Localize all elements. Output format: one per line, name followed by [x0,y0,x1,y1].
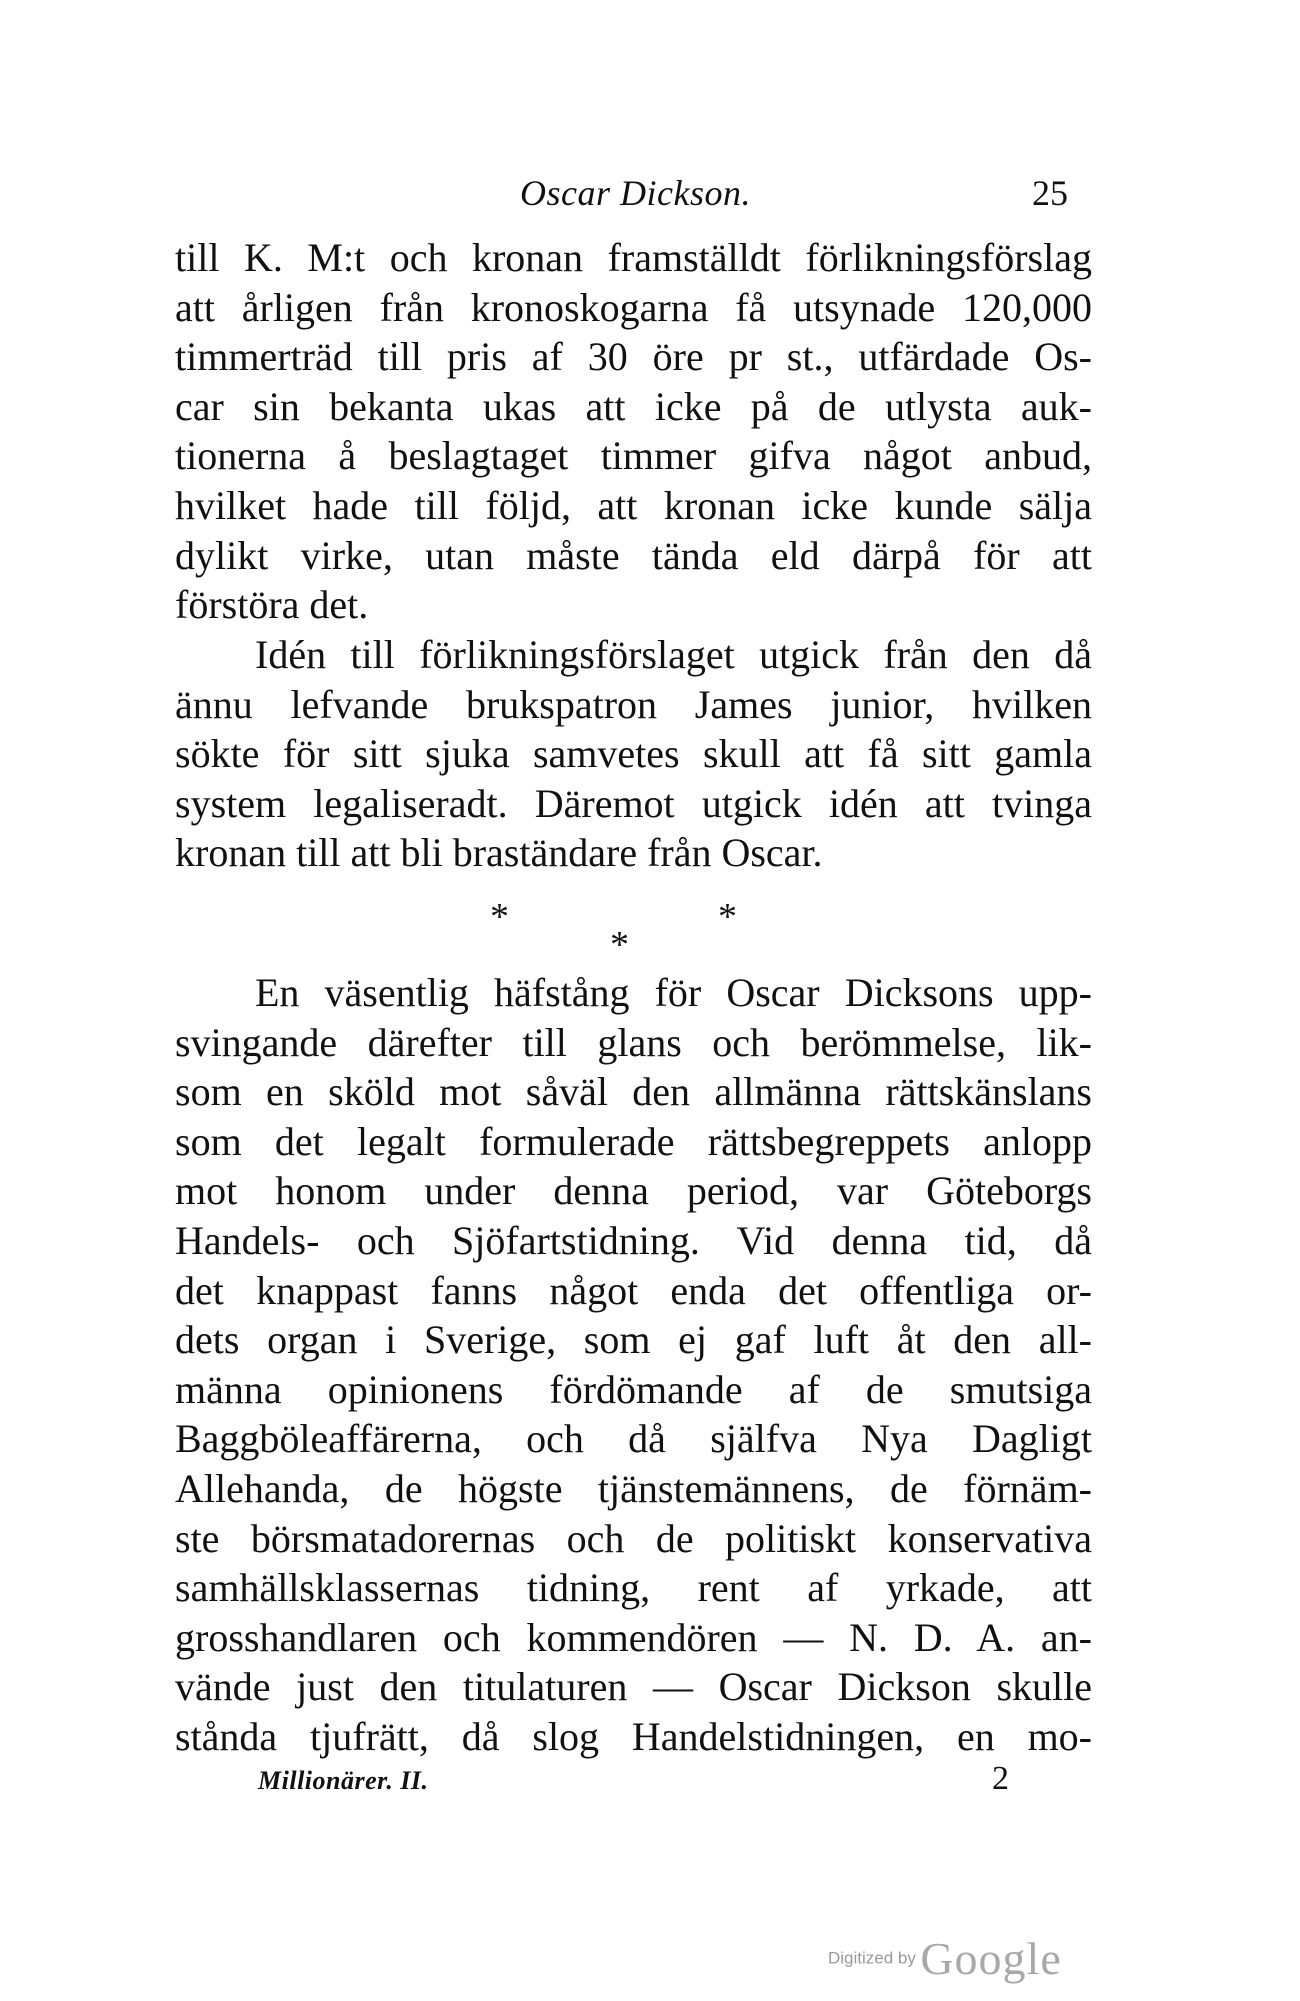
text-line: Baggböleaffärerna, och då själfva Nya Dagligt [175,1416,1092,1462]
text-line: system legaliseradt. Däremot utgick idén att tvinga [175,780,1092,826]
text-line: kronan till att bli braständare från Oscar. [175,830,823,876]
asterisk: * [490,896,509,938]
text-line: grosshandlaren och kommendören — N. D. A. an- [175,1614,1092,1660]
text-line: att årligen från kronoskogarna få utsynade 120,000 [175,284,1092,330]
text-line: mot honom under denna period, var Göteborgs [175,1168,1092,1214]
text-line: samhällsklassernas tidning, rent af yrkade, att [175,1565,1092,1611]
asterisk: * [610,924,629,966]
google-logo: Google [920,1933,1062,1984]
digitized-watermark [828,1932,1062,1985]
text-line: dets organ i Sverige, som ej gaf luft åt den all- [175,1317,1092,1363]
text-line: hvilket hade till följd, att kronan icke kunde sälja [175,482,1092,528]
text-line: förstöra det. [175,582,369,628]
paragraph-2 [175,630,1092,878]
text-line: männa opinionens fördömande af de smutsiga [175,1366,1092,1412]
text-line: En väsentlig häfstång för Oscar Dicksons upp- [255,970,1092,1015]
text-line: som det legalt formulerade rättsbegreppets anlopp [175,1118,1092,1164]
text-line: car sin bekanta ukas att icke på de utlysta auk- [175,383,1092,429]
running-title: Oscar Dickson. [520,173,751,213]
text-line: tionerna å beslagtaget timmer gifva något anbud, [175,433,1092,479]
text-line: dylikt virke, utan måste tända eld därpå för att [175,532,1092,578]
sheet-number: 2 [992,1760,1009,1797]
page-number: 25 [1032,173,1068,213]
signature-mark: Millionärer. II. [258,1766,429,1795]
text-line: vände just den titulaturen — Oscar Dickson skulle [175,1664,1092,1710]
text-line: ännu lefvande brukspatron James junior, hvilken [175,681,1092,727]
section-separator [480,895,760,965]
text-line: Handels- och Sjöfartstidning. Vid denna tid, då [175,1217,1092,1263]
digitized-label: Digitized by [828,1948,916,1968]
text-line: som en sköld mot såväl den allmänna rättskänslans [175,1069,1092,1115]
paragraph-1 [175,233,1092,630]
text-line: Idén till förlikningsförslaget utgick från den då [255,632,1092,677]
text-line: ste börsmatadorernas och de politiskt konservativa [175,1515,1092,1561]
paragraph-3 [175,968,1092,1762]
text-line: det knappast fanns något enda det offentliga or- [175,1267,1092,1313]
text-line: timmerträd till pris af 30 öre pr st., utfärdade Os- [175,334,1092,380]
text-line: till K. M:t och kronan framställdt förlikningsförslag [175,235,1092,280]
text-line: stånda tjufrätt, då slog Handelstidningen, en mo- [175,1713,1092,1759]
asterisk: * [718,896,737,938]
text-line: svingande därefter till glans och berömmelse, lik- [175,1019,1092,1065]
text-line: sökte för sitt sjuka samvetes skull att få sitt gamla [175,731,1092,777]
text-line: Allehanda, de högste tjänstemännens, de förnäm- [175,1465,1092,1511]
